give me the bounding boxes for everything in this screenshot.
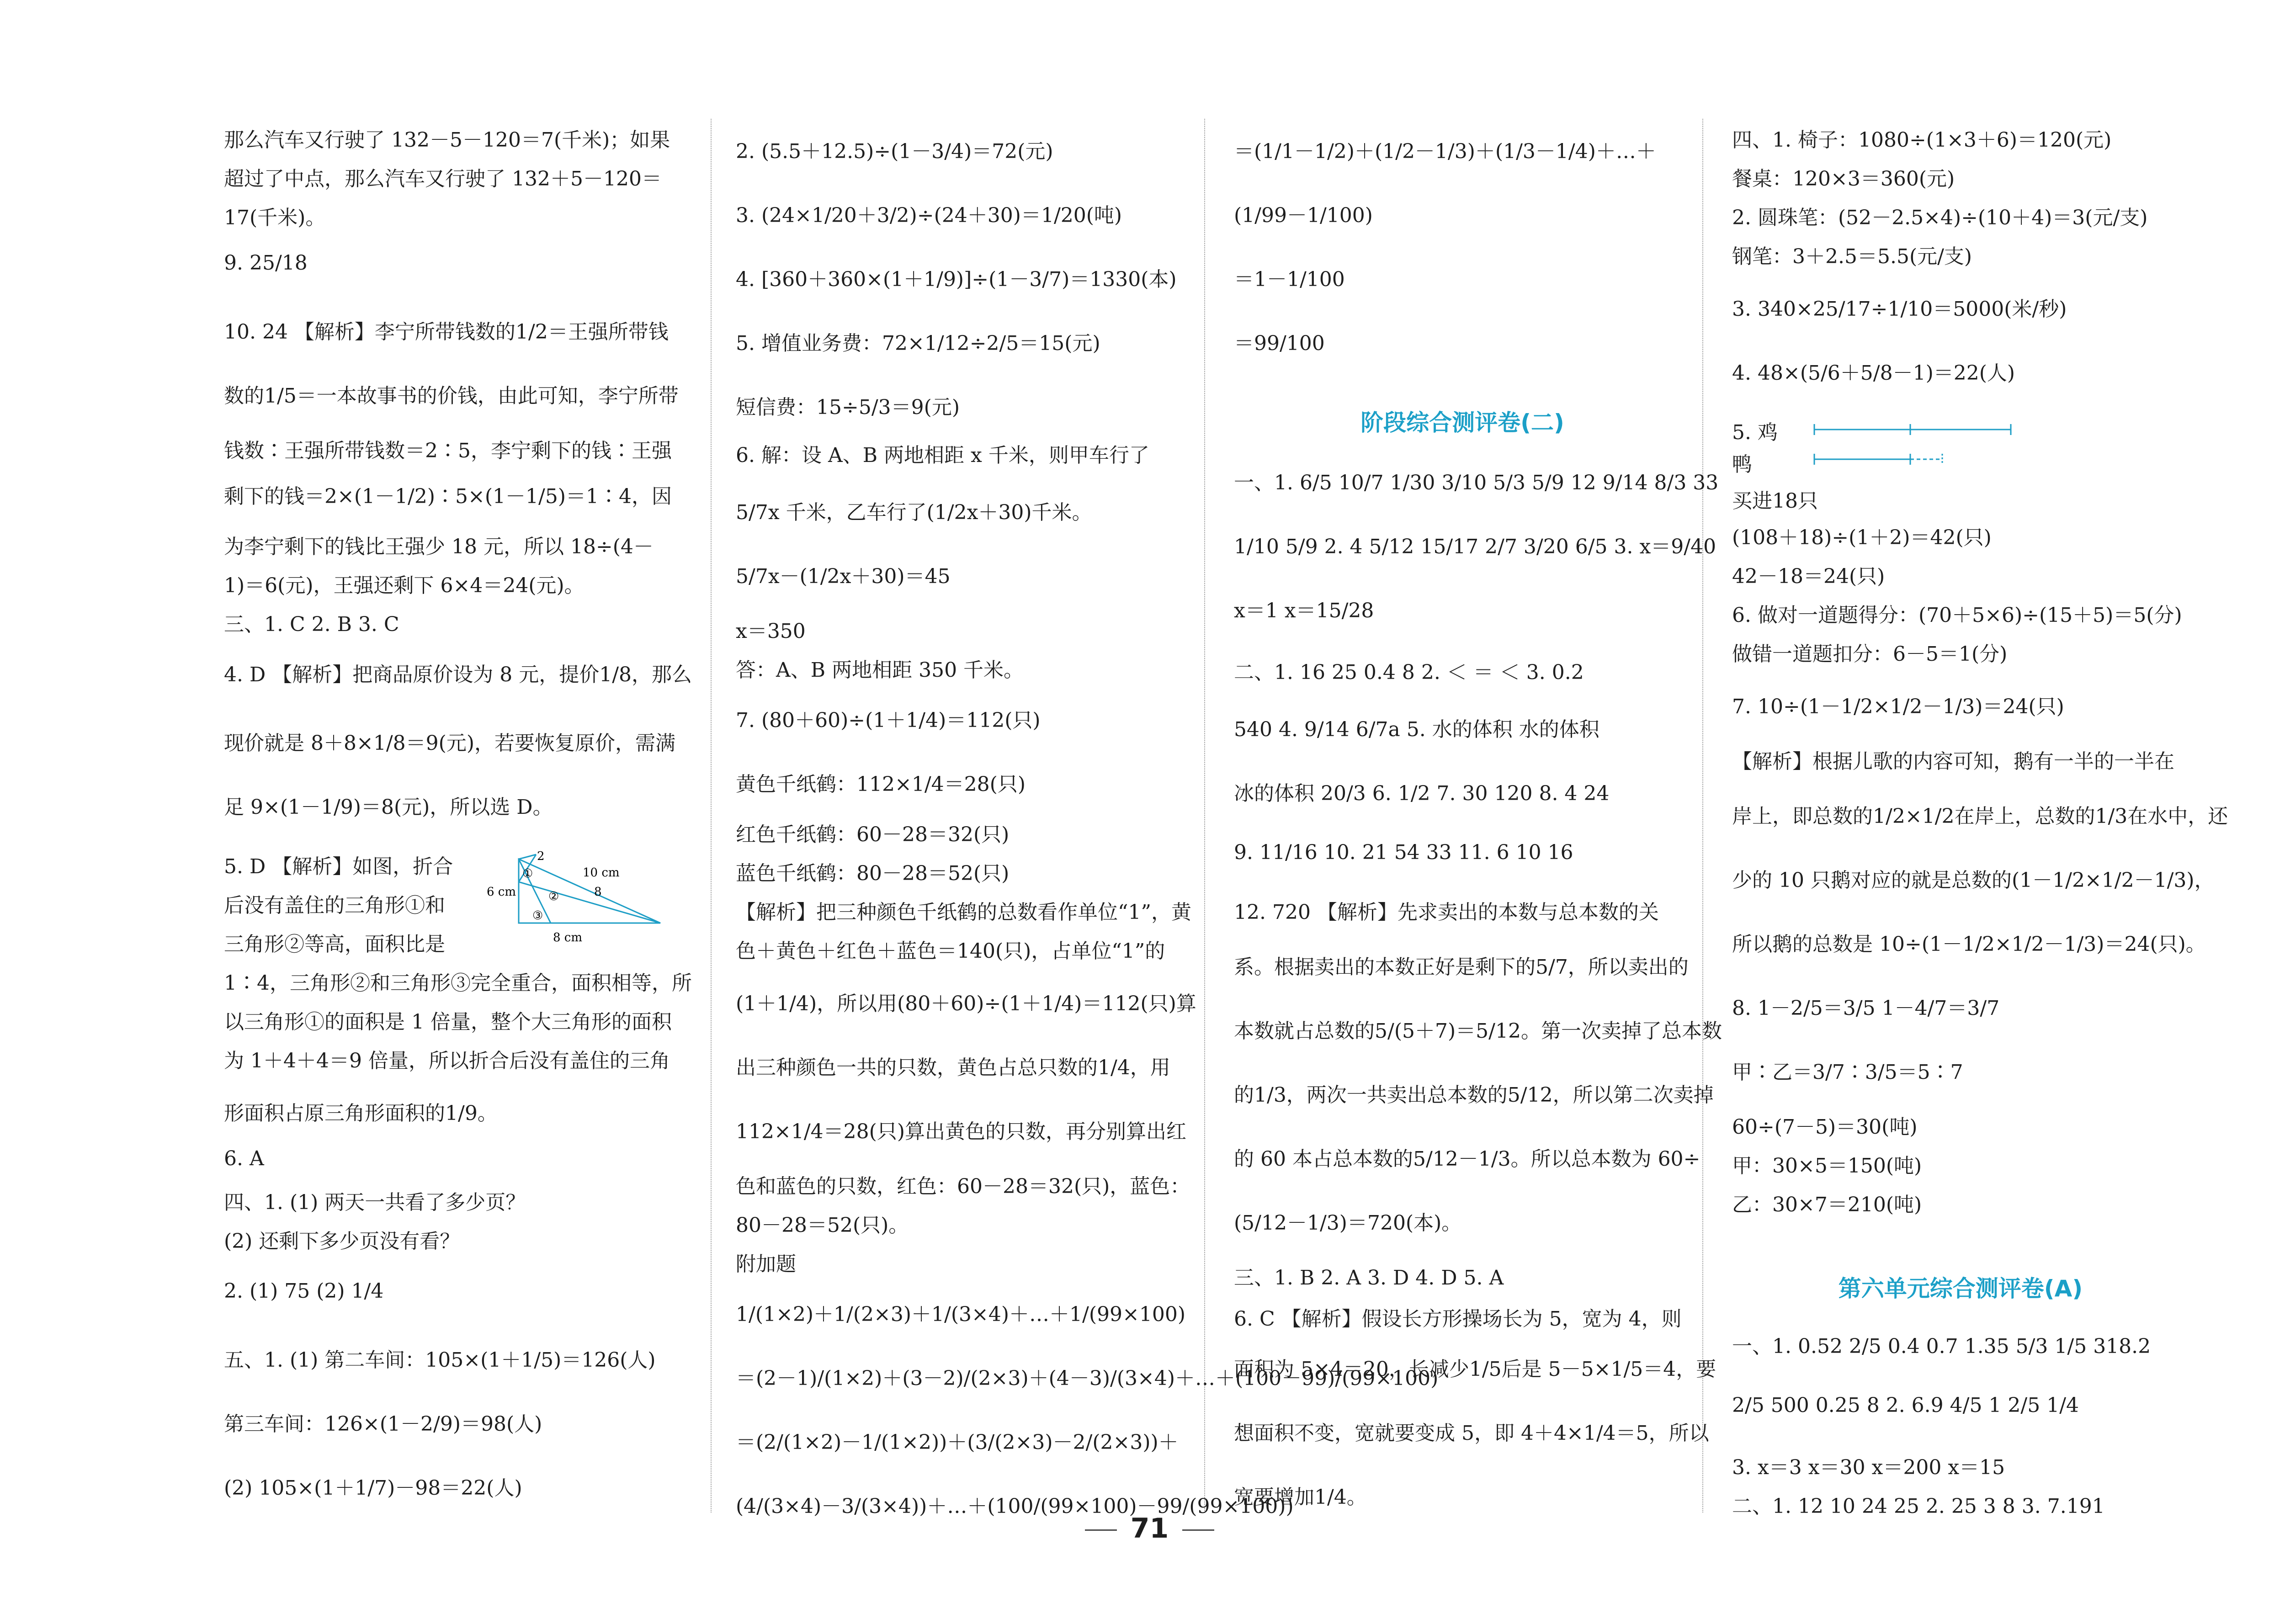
answer-line: (4/(3×4)－3/(3×4))＋…＋(100/(99×100)－99/(99×100))	[736, 1495, 1294, 1518]
answer-line: 三、1. C 2. B 3. C	[224, 613, 399, 636]
answer-line: (108＋18)÷(1＋2)＝42(只)	[1732, 526, 1992, 549]
answer-line: 42－18＝24(只)	[1732, 565, 1885, 588]
answer-line: x＝1 x＝15/28	[1234, 599, 1374, 622]
column-divider	[1702, 119, 1703, 1513]
answer-line: 【解析】根据儿歌的内容可知，鹅有一半的一半在	[1732, 750, 2174, 773]
answer-line: 三、1. B 2. A 3. D 4. D 5. A	[1234, 1266, 1504, 1290]
answer-line: 甲：30×5＝150(吨)	[1732, 1154, 1922, 1178]
answer-line: 5. 增值业务费：72×1/12÷2/5＝15(元)	[736, 332, 1100, 355]
answer-line: 鸭	[1732, 453, 1752, 476]
answer-line: 10. 24 【解析】李宁所带钱数的1/2＝王强所带钱	[224, 320, 669, 344]
answer-line: 12. 720 【解析】先求卖出的本数与总本数的关	[1234, 901, 1659, 924]
answer-line: 5. D 【解析】如图，折合	[224, 855, 453, 878]
answer-line: 色和蓝色的只数，红色：60－28＝32(只)，蓝色：	[736, 1175, 1190, 1198]
answer-line: 四、1. 椅子：1080÷(1×3＋6)＝120(元)	[1732, 128, 2112, 152]
footer-dash	[1182, 1529, 1214, 1531]
answer-line: 的 60 本占总本数的5/12－1/3。所以总本数为 60÷	[1234, 1147, 1700, 1171]
answer-line: ＝1－1/100	[1234, 268, 1345, 291]
figure-label: 8	[594, 885, 602, 899]
answer-line: 所以鹅的总数是 10÷(1－1/2×1/2－1/3)＝24(只)。	[1732, 933, 2206, 956]
answer-line: 三角形②等高，面积比是	[224, 933, 445, 956]
section-title: 第六单元综合测评卷(A)	[1838, 1275, 2083, 1302]
answer-line: 5/7x－(1/2x＋30)＝45	[736, 565, 951, 588]
answer-line: ＝(2/(1×2)－1/(1×2))＋(3/(2×3)－2/(2×3))＋	[736, 1431, 1179, 1454]
answer-line: 剩下的钱＝2×(1－1/2)∶5×(1－1/5)＝1∶4，因	[224, 485, 672, 508]
answer-line: 五、1. (1) 第二车间：105×(1＋1/5)＝126(人)	[224, 1348, 656, 1372]
answer-line: 9. 25/18	[224, 251, 308, 275]
answer-line: 宽要增加1/4。	[1234, 1486, 1367, 1509]
answer-line: 四、1. (1) 两天一共看了多少页？	[224, 1191, 526, 1214]
answer-line: (5/12－1/3)＝720(本)。	[1234, 1211, 1462, 1235]
section-title: 阶段综合测评卷(二)	[1360, 409, 1564, 436]
answer-line: 岸上，即总数的1/2×1/2在岸上，总数的1/3在水中，还	[1732, 805, 2228, 828]
answer-line: 的1/3，两次一共卖出总本数的5/12，所以第二次卖掉	[1234, 1083, 1714, 1107]
answer-line: 6. 解：设 A、B 两地相距 x 千米，则甲车行了	[736, 444, 1149, 467]
answer-line: 蓝色千纸鹤：80－28＝52(只)	[736, 862, 1010, 885]
answer-line: 4. 48×(5/6＋5/8－1)＝22(人)	[1732, 361, 2015, 385]
answer-line: 一、1. 6/5 10/7 1/30 3/10 5/3 5/9 12 9/14 8/3 33	[1234, 471, 1719, 494]
answer-line: x＝350	[736, 620, 806, 643]
answer-line: 短信费：15÷5/3＝9(元)	[736, 396, 960, 419]
answer-line: 餐桌：120×3＝360(元)	[1732, 167, 1955, 191]
answer-line: (1/99－1/100)	[1234, 204, 1373, 227]
answer-line: 4. D 【解析】把商品原价设为 8 元，提价1/8，那么	[224, 663, 692, 686]
figure-label: ②	[548, 890, 559, 903]
answer-line: 那么汽车又行驶了 132－5－120＝7(千米)；如果	[224, 128, 670, 152]
figure-label: 6 cm	[487, 885, 516, 899]
answer-line: (2) 105×(1＋1/7)－98＝22(人)	[224, 1476, 522, 1500]
answer-line: 买进18只	[1732, 489, 1818, 513]
answer-line: 数的1/5＝一本故事书的价钱，由此可知，李宁所带	[224, 384, 679, 408]
answer-line: 6. 做对一道题得分：(70＋5×6)÷(15＋5)＝5(分)	[1732, 604, 2182, 627]
answer-line: 系。根据卖出的本数正好是剩下的5/7，所以卖出的	[1234, 955, 1689, 979]
answer-line: 答：A、B 两地相距 350 千米。	[736, 658, 1024, 682]
segment-diagram	[1810, 420, 2020, 494]
answer-line: 2. 圆珠笔：(52－2.5×4)÷(10＋4)＝3(元/支)	[1732, 206, 2148, 229]
answer-line: 8. 1－2/5＝3/5 1－4/7＝3/7	[1732, 997, 2000, 1020]
answer-line: 17(千米)。	[224, 206, 326, 229]
answer-line: 80－28＝52(只)。	[736, 1214, 909, 1237]
folded-triangle-figure	[487, 849, 670, 946]
answer-line: 冰的体积 20/3 6. 1/2 7. 30 120 8. 4 24	[1234, 782, 1610, 805]
figure-label: ①	[522, 867, 533, 881]
column-divider	[1204, 119, 1205, 1513]
answer-line: 红色千纸鹤：60－28＝32(只)	[736, 823, 1010, 846]
answer-line: 1)＝6(元)，王强还剩下 6×4＝24(元)。	[224, 574, 585, 597]
answer-line: 二、1. 12 10 24 25 2. 25 3 8 3. 7.191	[1732, 1495, 2105, 1518]
answer-line: 1∶4，三角形②和三角形③完全重合，面积相等，所	[224, 971, 692, 995]
answer-line: 面积为 5×4＝20，长减少1/5后是 5－5×1/5＝4，要	[1234, 1358, 1716, 1381]
answer-line: 【解析】把三种颜色千纸鹤的总数看作单位“1”，黄	[736, 901, 1191, 924]
answer-line: 3. x＝3 x＝30 x＝200 x＝15	[1732, 1456, 2005, 1479]
answer-line: 超过了中点，那么汽车又行驶了 132＋5－120＝	[224, 167, 662, 191]
answer-line: 一、1. 0.52 2/5 0.4 0.7 1.35 5/3 1/5 318.2	[1732, 1335, 2151, 1358]
answer-line: 2. (5.5＋12.5)÷(1－3/4)＝72(元)	[736, 140, 1053, 163]
answer-line: (2) 还剩下多少页没有看？	[224, 1230, 460, 1253]
answer-line: (1＋1/4)，所以用(80＋60)÷(1＋1/4)＝112(只)算	[736, 992, 1196, 1015]
answer-line: ＝(2－1)/(1×2)＋(3－2)/(2×3)＋(4－3)/(3×4)＋…＋(100－99)/(99×100)	[736, 1367, 1439, 1390]
answer-line: 以三角形①的面积是 1 倍量，整个大三角形的面积	[224, 1010, 672, 1034]
answer-line: 黄色千纸鹤：112×1/4＝28(只)	[736, 773, 1026, 796]
answer-line: 二、1. 16 25 0.4 8 2. ＜ ＝ ＜ 3. 0.2	[1234, 661, 1584, 684]
answer-line: 为李宁剩下的钱比王强少 18 元，所以 18÷(4－	[224, 535, 654, 558]
answer-line: 为 1＋4＋4＝9 倍量，所以折合后没有盖住的三角	[224, 1049, 670, 1072]
answer-line: 做错一道题扣分：6－5＝1(分)	[1732, 642, 2008, 666]
answer-line: 乙：30×7＝210(吨)	[1732, 1193, 1922, 1216]
answer-line: 本数就占总数的5/(5＋7)＝5/12。第一次卖掉了总本数	[1234, 1019, 1722, 1043]
page-footer	[0, 1513, 2285, 1544]
answer-line: 112×1/4＝28(只)算出黄色的只数，再分别算出红	[736, 1120, 1186, 1143]
answer-line: ＝99/100	[1234, 332, 1325, 355]
answer-line: ＝(1/1－1/2)＋(1/2－1/3)＋(1/3－1/4)＋…＋	[1234, 140, 1656, 163]
answer-line: 4. [360＋360×(1＋1/9)]÷(1－3/7)＝1330(本)	[736, 268, 1177, 291]
figure-label: 10 cm	[583, 866, 620, 880]
answer-line: 2. (1) 75 (2) 1/4	[224, 1279, 384, 1303]
answer-line: 少的 10 只鹅对应的就是总数的(1－1/2×1/2－1/3)，	[1732, 869, 2215, 892]
answer-line: 出三种颜色一共的只数，黄色占总只数的1/4，用	[736, 1056, 1170, 1079]
answer-line: 色＋黄色＋红色＋蓝色＝140(只)，占单位“1”的	[736, 939, 1165, 963]
answer-line: 5. 鸡	[1732, 421, 1778, 444]
page-number: 71	[1130, 1513, 1169, 1544]
answer-line: 60÷(7－5)＝30(吨)	[1732, 1115, 1918, 1139]
answer-line: 附加题	[736, 1252, 796, 1276]
answer-line: 想面积不变，宽就要变成 5，即 4＋4×1/4＝5，所以	[1234, 1422, 1709, 1445]
footer-dash	[1085, 1529, 1117, 1531]
answer-line: 1/(1×2)＋1/(2×3)＋1/(3×4)＋…＋1/(99×100)	[736, 1303, 1186, 1326]
answer-line: 现价就是 8＋8×1/8＝9(元)，若要恢复原价，需满	[224, 732, 675, 755]
figure-label: 8 cm	[553, 931, 583, 945]
answer-line: 6. C 【解析】假设长方形操场长为 5，宽为 4，则	[1234, 1307, 1682, 1331]
answer-line: 7. (80＋60)÷(1＋1/4)＝112(只)	[736, 709, 1041, 732]
answer-line: 5/7x 千米，乙车行了(1/2x＋30)千米。	[736, 501, 1092, 524]
answer-line: 钱数∶王强所带钱数＝2∶5，李宁剩下的钱∶王强	[224, 439, 672, 462]
answer-line: 第三车间：126×(1－2/9)＝98(人)	[224, 1412, 542, 1436]
figure-label: ③	[532, 909, 543, 923]
answer-line: 9. 11/16 10. 21 54 33 11. 6 10 16	[1234, 841, 1573, 864]
answer-line: 1/10 5/9 2. 4 5/12 15/17 2/7 3/20 6/5 3. x＝9/40	[1234, 535, 1716, 558]
answer-line: 2/5 500 0.25 8 2. 6.9 4/5 1 2/5 1/4	[1732, 1394, 2079, 1417]
answer-line: 后没有盖住的三角形①和	[224, 894, 445, 917]
answer-line: 甲∶乙＝3/7∶3/5＝5∶7	[1732, 1061, 1963, 1084]
answer-line: 足 9×(1－1/9)＝8(元)，所以选 D。	[224, 796, 553, 819]
answer-line: 6. A	[224, 1147, 264, 1170]
answer-line: 钢笔：3＋2.5＝5.5(元/支)	[1732, 245, 1972, 268]
answer-line: 7. 10÷(1－1/2×1/2－1/3)＝24(只)	[1732, 695, 2064, 718]
column-divider	[711, 119, 712, 1513]
answer-line: 3. 340×25/17÷1/10＝5000(米/秒)	[1732, 297, 2067, 321]
answer-line: 3. (24×1/20＋3/2)÷(24＋30)＝1/20(吨)	[736, 204, 1122, 227]
figure-label: 2	[537, 849, 545, 863]
answer-line: 540 4. 9/14 6/7a 5. 水的体积 水的体积	[1234, 718, 1600, 741]
answer-line: 形面积占原三角形面积的1/9。	[224, 1102, 498, 1125]
